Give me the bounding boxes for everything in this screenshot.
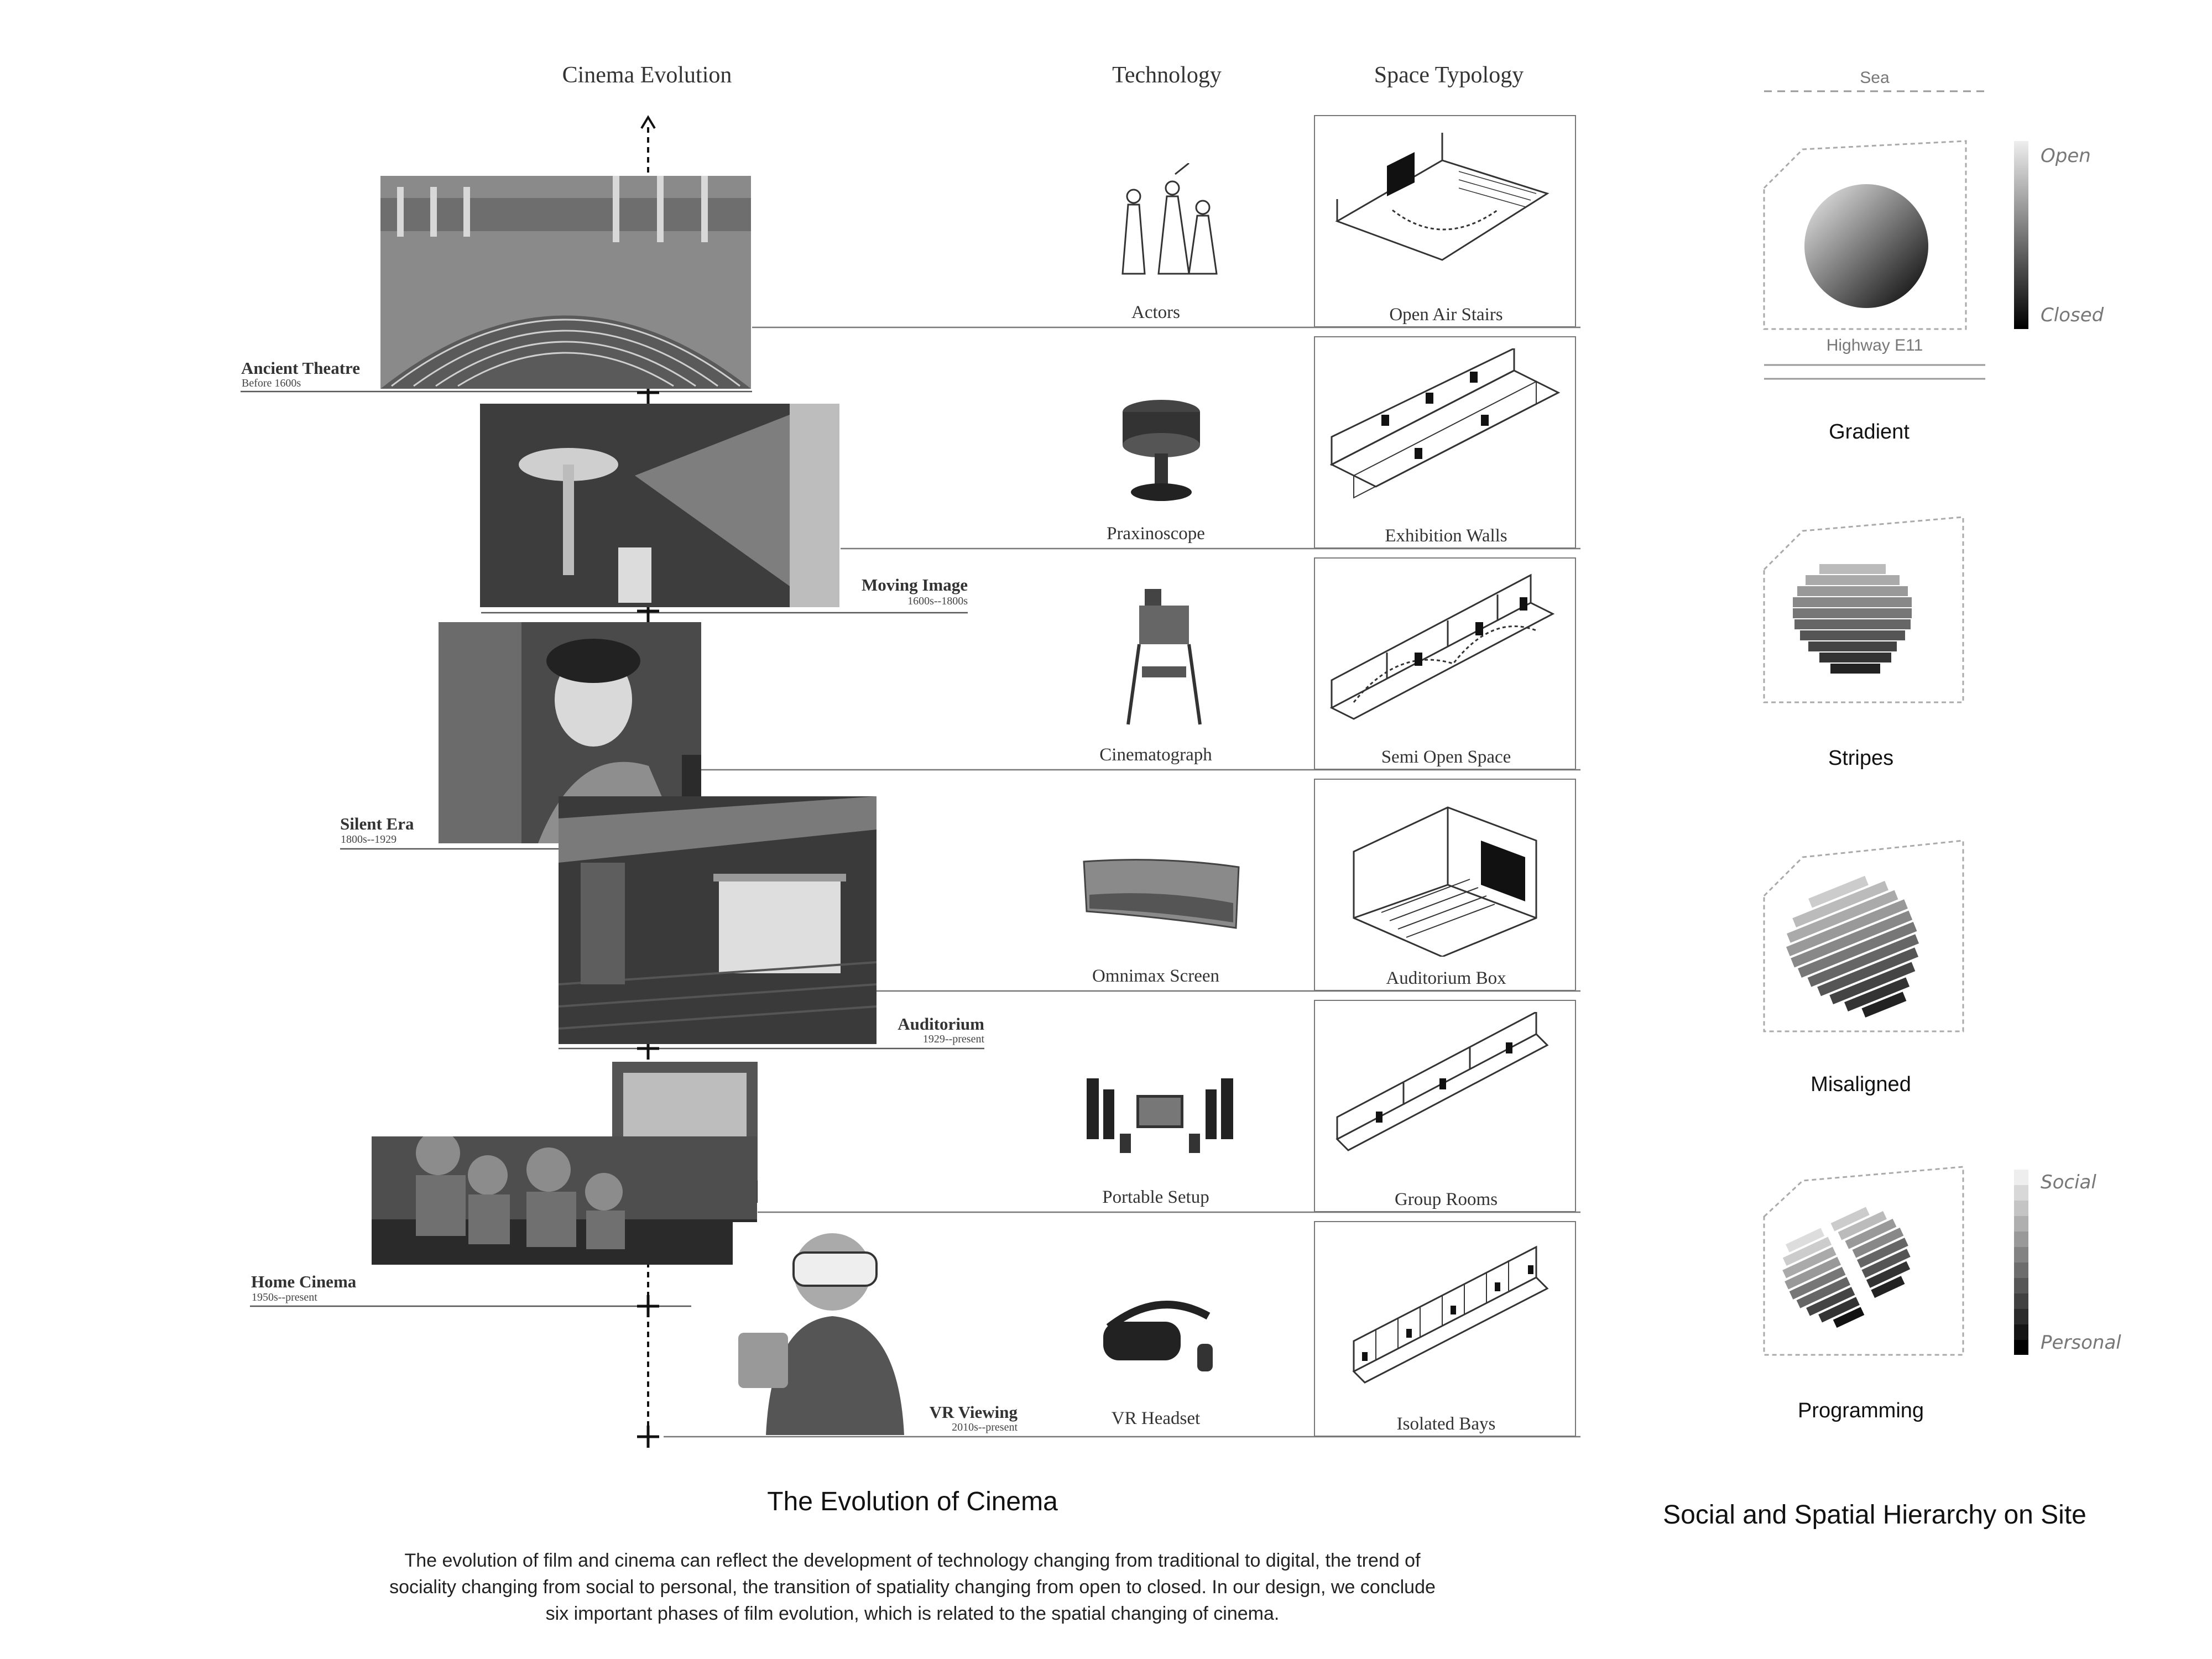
era-title-vr-viewing: VR Viewing xyxy=(929,1402,1018,1422)
tech-label-vr-headset: VR Headset xyxy=(1111,1408,1201,1428)
space-label-exhibition-walls: Exhibition Walls xyxy=(1385,526,1507,546)
stripes-bars xyxy=(1793,564,1912,674)
legend-label-programming: Programming xyxy=(1797,1399,1924,1422)
open-closed-scale-bar xyxy=(2014,141,2028,329)
era-title-home-cinema: Home Cinema xyxy=(251,1272,357,1291)
era-date-vr-viewing: 2010s--present xyxy=(952,1421,1018,1433)
tech-label-cinematograph: Cinematograph xyxy=(1099,745,1212,765)
header-cinema-evolution: Cinema Evolution xyxy=(562,62,732,88)
tech-label-praxinoscope: Praxinoscope xyxy=(1107,524,1205,544)
caption-title: The Evolution of Cinema xyxy=(767,1487,1058,1516)
space-label-open-air-stairs: Open Air Stairs xyxy=(1389,305,1503,325)
scale-label-social: Social xyxy=(2041,1171,2096,1193)
caption-line-1: The evolution of film and cinema can reflect the development of technology changing from traditional to digital, the trend of xyxy=(404,1550,1421,1571)
space-box-semi-open-space xyxy=(1314,557,1576,770)
timeline-arrow-icon xyxy=(641,117,655,128)
era-title-silent-era: Silent Era xyxy=(340,814,414,833)
space-label-group-rooms: Group Rooms xyxy=(1394,1190,1498,1209)
space-box-open-air-stairs xyxy=(1314,115,1576,327)
photo-moving-image xyxy=(480,404,839,607)
scale-label-personal: Personal xyxy=(2041,1332,2121,1354)
tech-label-portable-setup: Portable Setup xyxy=(1102,1187,1209,1207)
space-box-exhibition-walls xyxy=(1314,336,1576,549)
legend-label-gradient: Gradient xyxy=(1829,420,1910,444)
tech-label-omnimax-screen: Omnimax Screen xyxy=(1092,966,1220,986)
vr-headset-illustration xyxy=(1098,1294,1225,1377)
header-space-typology: Space Typology xyxy=(1374,62,1524,88)
era-title-ancient-theatre: Ancient Theatre xyxy=(241,358,360,378)
era-date-silent-era: 1800s--1929 xyxy=(341,833,397,846)
header-technology: Technology xyxy=(1112,62,1222,88)
portable-setup-illustration xyxy=(1084,1073,1236,1156)
space-label-auditorium-box: Auditorium Box xyxy=(1386,968,1506,988)
tech-label-actors: Actors xyxy=(1131,302,1180,322)
era-title-moving-image: Moving Image xyxy=(861,575,968,594)
space-label-semi-open-space: Semi Open Space xyxy=(1381,747,1511,767)
legend-label-misaligned: Misaligned xyxy=(1811,1073,1911,1096)
scale-label-open: Open xyxy=(2041,145,2091,167)
space-box-group-rooms xyxy=(1314,1000,1576,1212)
legend-title: Social and Spatial Hierarchy on Site xyxy=(1663,1500,2086,1530)
era-date-auditorium: 1929--present xyxy=(922,1033,984,1045)
space-label-isolated-bays: Isolated Bays xyxy=(1396,1414,1496,1434)
legend-label-stripes: Stripes xyxy=(1828,747,1894,770)
misaligned-bars xyxy=(1772,865,1939,1035)
praxinoscope-illustration xyxy=(1106,390,1217,506)
sea-label: Sea xyxy=(1860,69,1890,87)
era-date-ancient-theatre: Before 1600s xyxy=(242,377,301,389)
actors-illustration xyxy=(1106,163,1228,290)
era-title-auditorium: Auditorium xyxy=(898,1014,984,1034)
space-box-isolated-bays xyxy=(1314,1221,1576,1437)
programming-bars xyxy=(1771,1198,1927,1340)
caption-body xyxy=(276,1547,1548,1627)
scale-label-closed: Closed xyxy=(2041,304,2104,326)
cinematograph-illustration xyxy=(1123,589,1206,727)
era-date-home-cinema: 1950s--present xyxy=(252,1291,317,1303)
omnimax-screen-illustration xyxy=(1081,856,1241,933)
social-personal-scale-bar xyxy=(2014,1170,2028,1355)
highway-label: Highway E11 xyxy=(1826,336,1923,354)
caption-line-2: sociality changing from social to personal, the transition of spatiality changing from open to closed. In our design, we conclude xyxy=(389,1577,1436,1598)
photo-auditorium xyxy=(559,796,877,1044)
site-diagrams xyxy=(1742,83,2030,1366)
space-box-auditorium-box xyxy=(1314,779,1576,991)
caption-line-3: six important phases of film evolution, which is related to the spatial changing of cinema. xyxy=(545,1603,1280,1624)
photo-ancient-theatre xyxy=(380,176,751,389)
gradient-circle xyxy=(1804,184,1928,308)
era-date-moving-image: 1600s--1800s xyxy=(907,595,968,607)
photo-home-cinema-family xyxy=(372,1136,757,1265)
